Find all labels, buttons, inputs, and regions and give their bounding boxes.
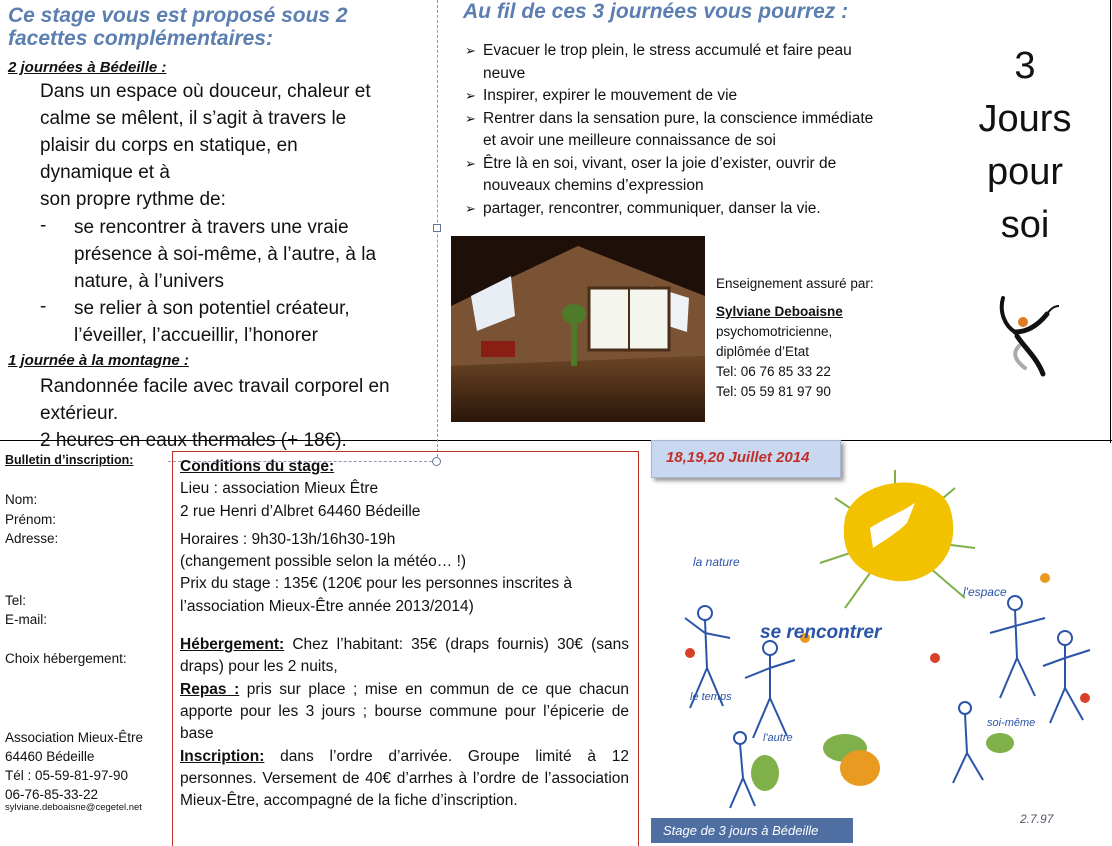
subtitle-montagne: 1 journée à la montagne : (8, 352, 189, 369)
arrow-icon: ➢ (465, 200, 476, 216)
teacher-phone: Tel: 06 76 85 33 22 (716, 364, 831, 379)
word-autre: l'autre (763, 732, 793, 744)
list-item: se rencontrer à travers une vraie présence à soi-même, à l’autre, à la nature, à l’univers (74, 217, 377, 292)
stage-caption: Stage de 3 jours à Bédeille (651, 818, 853, 843)
teacher-info: Enseignement assuré par: Sylviane Deboaisne psychomotricienne, diplômée d’Etat Tel: 06 76 85 33 22 Tel: 05 59 81 97 90 (716, 274, 874, 402)
field-label: Tel: (5, 593, 27, 608)
date-badge: 18,19,20 Juillet 2014 (651, 440, 841, 478)
intro-title: Ce stage vous est proposé sous 2 facettes complémentaires: (8, 4, 348, 50)
field-label: Prénom: (5, 512, 57, 527)
word-soi: soi-même (987, 717, 1036, 729)
benefits-list (465, 40, 935, 220)
fil-title: Au fil de ces 3 journées vous pourrez : (463, 0, 849, 23)
headline-3-jours: 3 Jours pour soi (978, 45, 1072, 246)
intro-paragraph: Dans un espace où douceur, chaleur et calme se mêlent, il s’agit à travers le plaisir du corps en statique, en dynamique et à son propre rythme de: (40, 81, 371, 210)
dancer-logo (995, 292, 1065, 384)
attic-room-photo (451, 236, 705, 422)
list-item: ➢ partager, rencontrer, communiquer, danser la vie. (465, 198, 935, 221)
teacher-name: Sylviane Deboaisne (716, 304, 843, 319)
list-item: se relier à son potentiel créateur, l’éveiller, l’accueillir, l’honorer (74, 298, 350, 346)
field-label: Adresse: (5, 531, 59, 546)
word-temps: le temps (690, 691, 732, 703)
list-dash: - (40, 215, 47, 236)
list-item: ➢ Être là en soi, vivant, oser la joie d’exister, ouvrir de nouveaux chemins d’expression (465, 154, 837, 194)
montagne-paragraph: Randonnée facile avec travail corporel en extérieur. 2 heures en eaux thermales (+ 18€). (40, 376, 390, 451)
list-dash: - (40, 296, 47, 317)
subtitle-bedeille: 2 journées à Bédeille : (8, 59, 167, 76)
teacher-phone: Tel: 05 59 81 97 90 (716, 384, 831, 399)
bulletin-title: Bulletin d’inscription: (5, 453, 134, 467)
conditions-text: Conditions du stage: Lieu : association Mieux Être 2 rue Henri d’Albret 64460 Bédeille Horaires : 9h30-13h/16h30-19h (changement possible selon la météo… !) Prix du stage : 135€ (120€ pour les personnes inscrites à l’association Mieux-Être année 2013/2014) Hébergement: Chez l’habitant: 35€ (draps fournis) 30€ (sans draps) pour les 2 nuits, Repas : pris sur place ; mise en commun de ce que chacun apporte pour les 3 jours ; bourse commune pour l’épicerie de base Inscription: dans l’ordre d’arrivée. Groupe limité à 12 personnes. Versement de 40€ d’arrhes à l’ordre de l’association Mieux-Être, accompagné de la fiche d’inscription. (180, 458, 629, 810)
association-contact: Association Mieux-Être 64460 Bédeille Tél : 05-59-81-97-90 06-76-85-33-22 (5, 730, 144, 802)
arrow-icon: ➢ (465, 110, 476, 126)
word-espace: l'espace (963, 585, 1007, 599)
field-label: Nom: (5, 492, 38, 507)
field-label: E-mail: (5, 612, 48, 627)
resize-handle[interactable] (433, 224, 441, 232)
arrow-icon: ➢ (465, 155, 476, 171)
dancing-figures-drawing (645, 468, 1110, 820)
artist-signature: 2.7.97 (1020, 812, 1054, 826)
word-rencontrer: se rencontrer (760, 622, 882, 643)
list-item: ➢ Inspirer, expirer le mouvement de vie (465, 85, 935, 108)
list-item: ➢ Evacuer le trop plein, le stress accumulé et faire peau neuve (465, 42, 852, 82)
right-border (1110, 0, 1111, 443)
word-nature: la nature (693, 555, 740, 569)
contact-email: sylviane.deboaisne@cegetel.net (5, 802, 142, 813)
list-item: ➢ Rentrer dans la sensation pure, la conscience immédiate et avoir une meilleure connaissance de soi (465, 109, 874, 149)
field-label: Choix hébergement: (5, 651, 127, 666)
arrow-icon: ➢ (465, 88, 476, 103)
arrow-icon: ➢ (465, 43, 476, 58)
conditions-title: Conditions du stage: (180, 458, 335, 475)
